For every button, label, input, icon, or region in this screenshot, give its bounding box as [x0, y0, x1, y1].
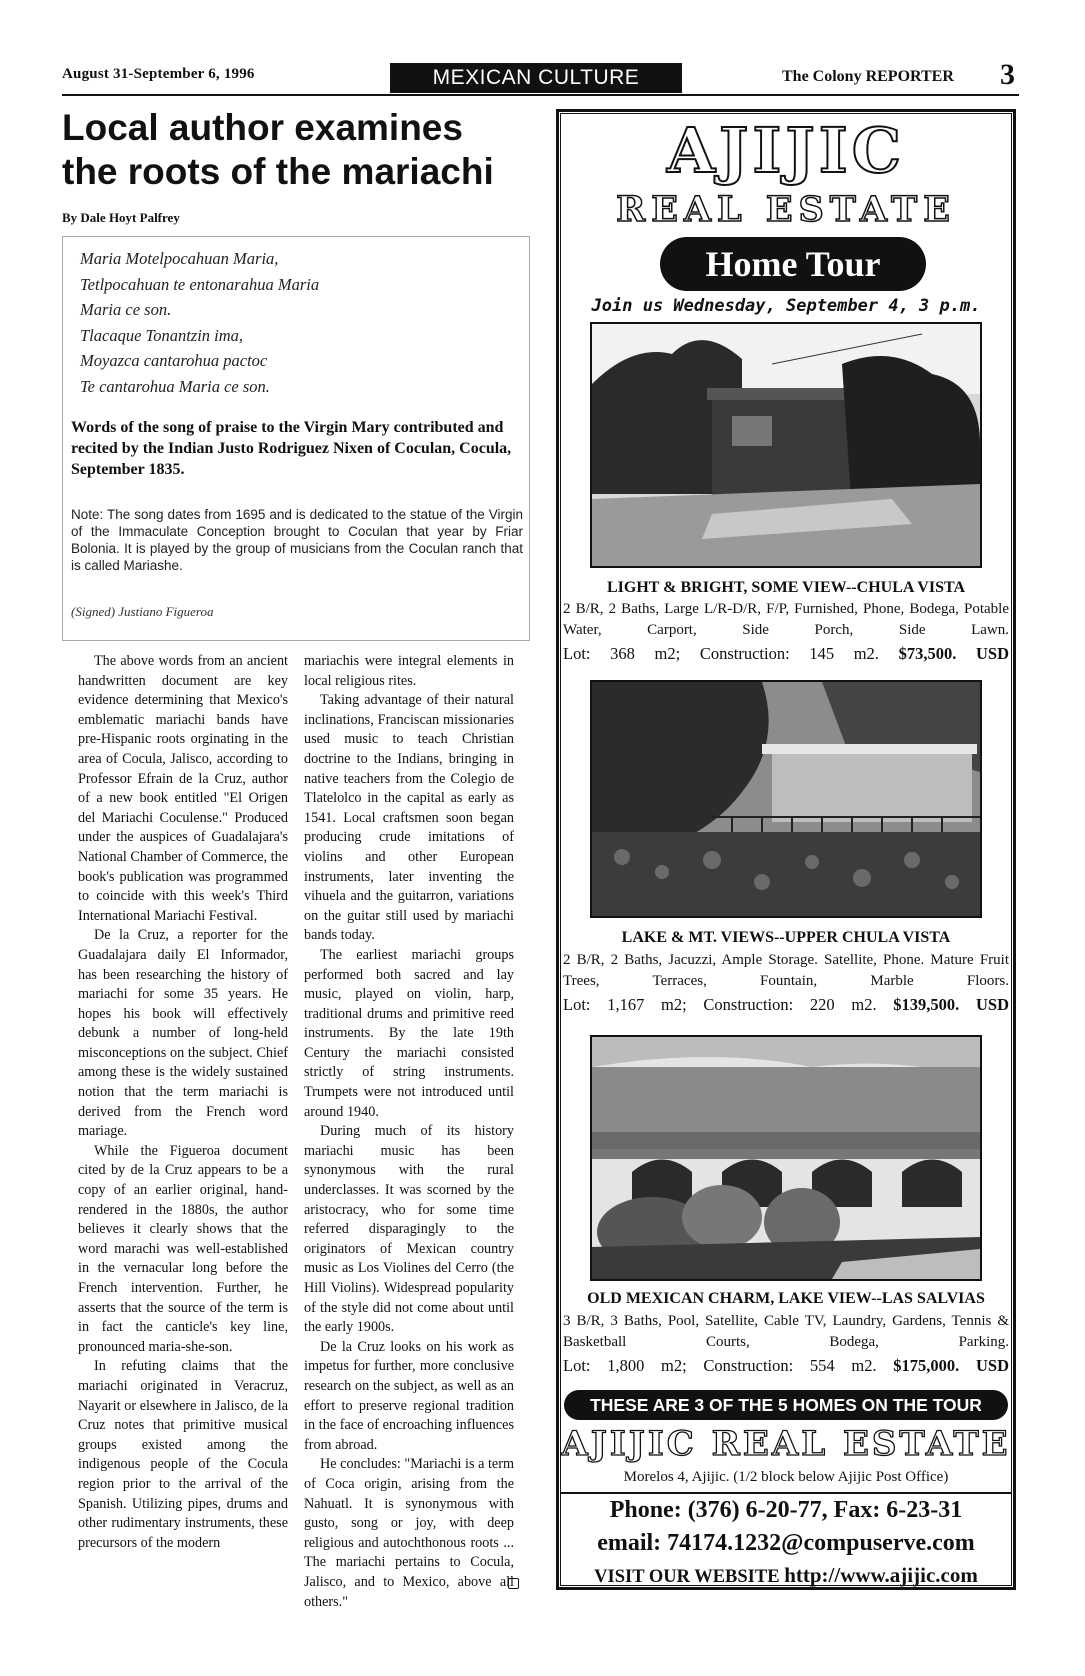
- house-photo-2: [590, 680, 982, 918]
- listing-1-title: LIGHT & BRIGHT, SOME VIEW--CHULA VISTA: [607, 579, 965, 596]
- poem-line: Maria Motelpocahuan Maria,: [80, 249, 279, 268]
- signature-line: (Signed) Justiano Figueroa: [71, 604, 214, 619]
- byline: By Dale Hoyt Palfrey: [62, 210, 180, 225]
- listing-2-title: LAKE & MT. VIEWS--UPPER CHULA VISTA: [621, 929, 951, 946]
- listing-1-description: 2 B/R, 2 Baths, Large L/R-D/R, F/P, Furnished, Phone, Bodega, Potable Water, Carport, Side Porch, Side Lawn.: [563, 601, 1009, 638]
- paragraph: During much of its history mariachi music has been synonymous with the rural underclasses. It was scorned by the aristocracy, who for some time referred disparagingly to the originators of Mexican country music as Los Violines del Cerro (the Hill Violins). Widespread popularity of the style did not come about until the early 1900s.: [304, 1123, 514, 1336]
- poem-line: Moyazca cantarohua pactoc: [80, 351, 268, 370]
- paragraph: The above words from an ancient handwritten document are key evidence determining that Mexico's emblematic mariachi bands have pre-Hispanic roots orginating in the area of Cocula, Jalisco, according to Professor Efrain de la Cruz, author of a new book entitled "El Origen del Mariachi Coculense." Produced under the auspices of Guadalajara's National Chamber of Commerce, the book's publication was programmed to coincide with this week's Third International Mariachi Festival.: [78, 653, 288, 924]
- phone-fax: Phone: (376) 6-20-77, Fax: 6-23-31: [609, 1497, 963, 1523]
- listing-3-description: 3 B/R, 3 Baths, Pool, Satellite, Cable TV, Laundry, Gardens, Tennis & Basketball Courts, Bodega, Parking.: [563, 1313, 1009, 1350]
- paragraph: Taking advantage of their natural inclinations, Franciscan missionaries used music to teach Christian doctrine to the Indians, bringing in native teachers from the Colegio de Tlatelolco in the capital as early as 1541. Local craftsmen soon began producing crude imitations of violins and other European instruments, later inventing the vihuela and the guitarron, variations on the guitar still used by mariachi bands today.: [304, 692, 514, 944]
- article-headline: [62, 106, 552, 194]
- listing-1-price: $73,500. USD: [898, 644, 1009, 663]
- article-column-2: [304, 652, 514, 1612]
- house-photo-1: [590, 322, 982, 568]
- poem-line: Tlacaque Tonantzin ima,: [80, 325, 244, 345]
- house-photo-3: [590, 1035, 982, 1281]
- tour-note-banner: THESE ARE 3 OF THE 5 HOMES ON THE TOUR: [564, 1390, 1008, 1420]
- paragraph: The earliest mariachi groups performed both sacred and lay music, played on violin, harp, traditional drums and primitive reed instruments. By the late 19th Century the mariachi consisted strictly of string instruments. Trumpets were not introduced until around 1940.: [304, 946, 514, 1120]
- email-address: email: 74174.1232@compuserve.com: [597, 1530, 975, 1556]
- article-column-1: [78, 652, 288, 1553]
- paragraph: While the Figueroa document cited by de la Cruz appears to be a copy of an earlier original, hand-rendered in the 1880s, the author believes it clearly shows that the word marachi was well-established in the vernacular long before the French intervention. Further, he asserts that the source of the term is in fact the canticle's key line, pronounced maria-she-son.: [78, 1142, 288, 1355]
- page-number: 3: [1000, 58, 1015, 91]
- poem-line: Tetlpocahuan te entonarahua Maria: [80, 274, 320, 294]
- listing-2-description: 2 B/R, 2 Baths, Jacuzzi, Ample Storage. Satellite, Phone. Mature Fruit Trees, Terraces, Fountain, Marble Floors.: [563, 952, 1009, 989]
- listing-1-lot-size: Lot: 368 m2; Construction: 145 m2.: [563, 644, 879, 663]
- paragraph: De la Cruz, a reporter for the Guadalajara daily El Informador, has been researching the history of mariachi for some 35 years. He hopes his book will effectively debunk a number of long-held misconceptions on the subject. Chief among these is the widely sustained notion that the term mariachi is derived from the French word mariage.: [78, 927, 288, 1140]
- website-line: [560, 1563, 1012, 1588]
- listing-2-price: $139,500. USD: [893, 995, 1009, 1014]
- poem-caption: Words of the song of praise to the Virgin Mary contributed and recited by the Indian Justo Rodriguez Nixen of Coculan, Cocula, September 1835.: [71, 419, 512, 478]
- ad-logo-small: AJIJIC REAL ESTATE: [561, 1424, 1011, 1464]
- poem-verse: [80, 246, 520, 399]
- listing-3-lot: [563, 1356, 1009, 1376]
- poem-line: Maria ce son.: [80, 300, 172, 319]
- home-tour-badge: Home Tour: [660, 237, 926, 291]
- website-label: VISIT OUR WEBSITE: [594, 1567, 780, 1587]
- listing-3-lot-size: Lot: 1,800 m2; Construction: 554 m2.: [563, 1356, 877, 1375]
- listing-2-lot-size: Lot: 1,167 m2; Construction: 220 m2.: [563, 995, 877, 1014]
- office-address: Morelos 4, Ajijic. (1/2 block below Ajijic Post Office): [623, 1469, 949, 1485]
- paragraph: De la Cruz looks on his work as impetus for further, more conclusive research on the subject, as well as an effort to preserve regional tradition in the face of encroaching influences from abroad.: [304, 1338, 514, 1453]
- section-banner: MEXICAN CULTURE: [390, 63, 682, 93]
- ad-contact-rule: [560, 1492, 1012, 1494]
- paragraph: In refuting claims that the mariachi originated in Veracruz, Nayarit or elsewhere in Jalisco, de la Cruz notes that primitive musical groups existed among the indigenous people of the Cocula region prior to the arrival of the Spanish. Utilizing pipes, drums and other rudimentary instruments, these precursors of the modern: [78, 1358, 288, 1551]
- listing-3-price: $175,000. USD: [893, 1356, 1009, 1375]
- poem-note: Note: The song dates from 1695 and is dedicated to the statue of the Virgin of the Immaculate Conception brought to Coculan that year by Friar Bolonia. It is played by the group of musicians from the Coculan ranch that is called Mariashe.: [71, 507, 523, 573]
- listing-3-title: OLD MEXICAN CHARM, LAKE VIEW--LAS SALVIAS: [587, 1290, 985, 1307]
- listing-2-lot: [563, 995, 1009, 1015]
- ad-logo-real-estate: REAL ESTATE: [616, 189, 956, 230]
- end-mark-icon: [508, 1578, 519, 1589]
- headline-line-2: the roots of the mariachi: [62, 151, 494, 192]
- paragraph: mariachis were integral elements in local religious rites.: [304, 653, 514, 689]
- ad-logo-ajijic: AJIJIC: [666, 114, 906, 187]
- headline-line-1: Local author examines: [62, 107, 463, 148]
- tour-date: Join us Wednesday, September 4, 3 p.m.: [591, 296, 981, 316]
- website-url[interactable]: http://www.ajijic.com: [784, 1563, 978, 1587]
- listing-1-lot: [563, 644, 1009, 664]
- paragraph: He concludes: "Mariachi is a term of Coca origin, arising from the Nahuatl. It is synonymous with gusto, song or joy, with deep religious and autochthonous roots ... The mariachi pertains to Cocula, Jalisco, and to Mexico, above all others.": [304, 1456, 514, 1610]
- poem-line: Te cantarohua Maria ce son.: [80, 376, 270, 396]
- issue-date: August 31-September 6, 1996: [62, 66, 255, 82]
- newspaper-name: The Colony REPORTER: [782, 68, 954, 85]
- header-rule: [62, 94, 1019, 96]
